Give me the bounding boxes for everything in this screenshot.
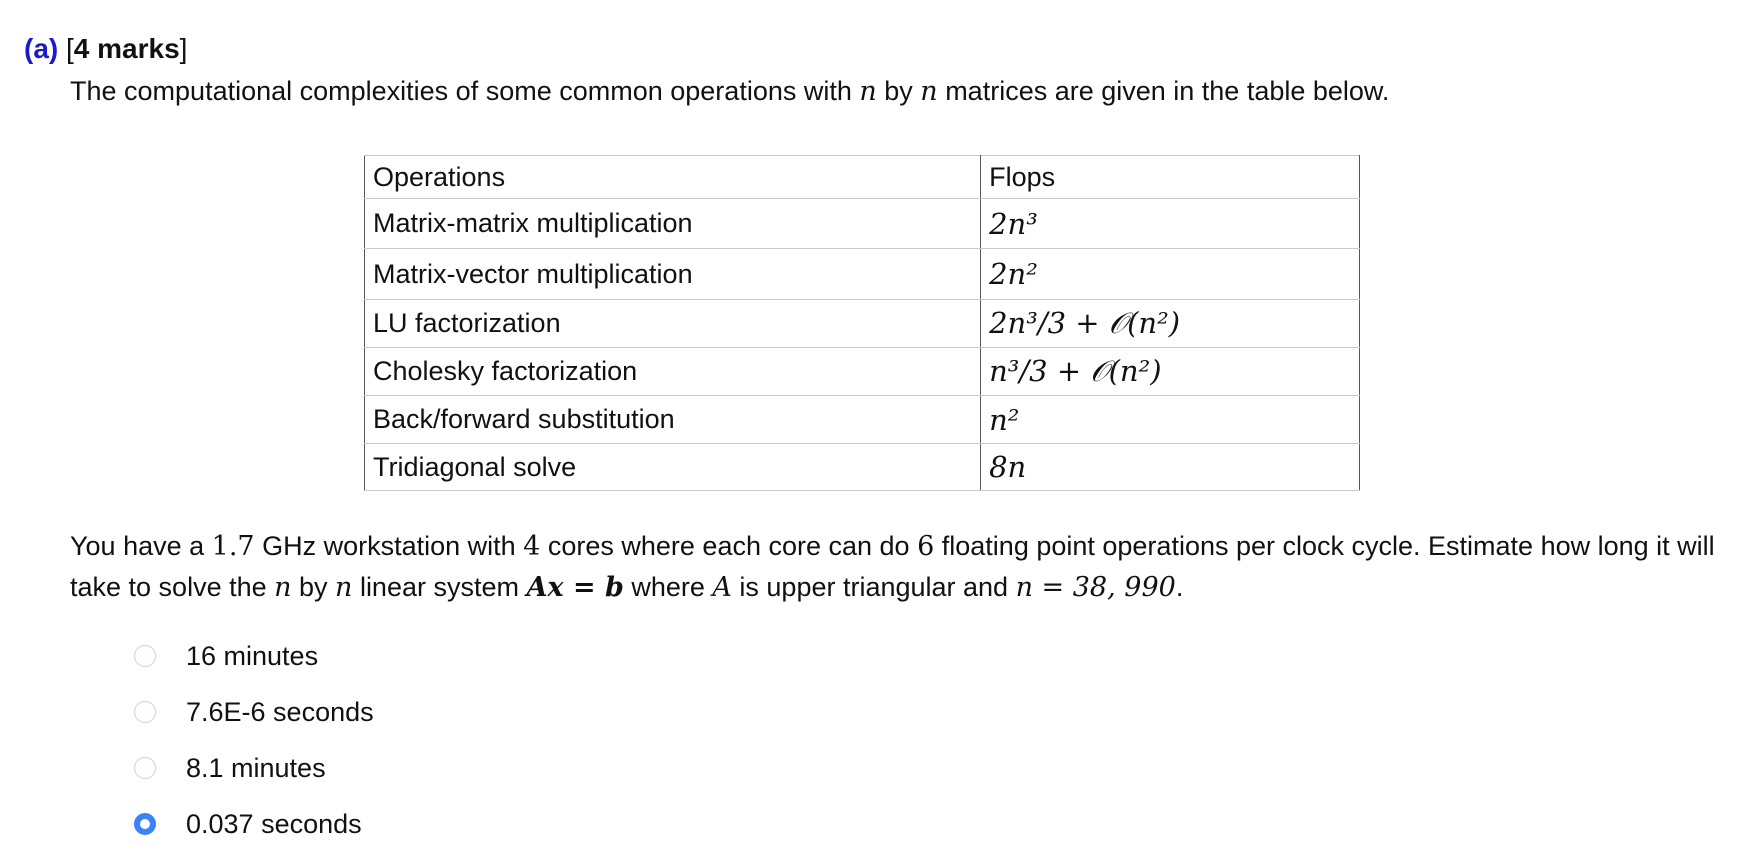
option-7-6e-6-seconds[interactable] bbox=[134, 684, 374, 740]
option-8-1-minutes[interactable] bbox=[134, 740, 374, 796]
flops-cell: n² bbox=[981, 396, 1360, 444]
problem-t6: linear system bbox=[352, 572, 527, 602]
intro-var-n1: n bbox=[859, 76, 877, 107]
problem-ghz: 1.7 bbox=[211, 531, 255, 562]
flops-cell: 2n³ bbox=[981, 199, 1360, 249]
option-label[interactable]: 0.037 seconds bbox=[186, 808, 362, 839]
problem-t5: by bbox=[291, 572, 336, 602]
option-label[interactable]: 8.1 minutes bbox=[186, 752, 326, 783]
complexity-table bbox=[364, 155, 1360, 491]
option-16-minutes[interactable] bbox=[134, 628, 374, 684]
marks-close-bracket: ] bbox=[179, 33, 188, 64]
question-label: (a) bbox=[24, 33, 59, 64]
table-row bbox=[365, 300, 1360, 348]
table-row bbox=[365, 249, 1360, 300]
option-label[interactable]: 16 minutes bbox=[186, 640, 319, 671]
intro-part3: matrices are given in the table below. bbox=[937, 76, 1390, 106]
intro-part2: by bbox=[876, 76, 921, 106]
problem-matrix-a: A bbox=[712, 572, 732, 603]
problem-n-value: n = 38, 990 bbox=[1015, 572, 1176, 603]
table-row bbox=[365, 348, 1360, 396]
radio-button[interactable] bbox=[134, 701, 156, 723]
table-row bbox=[365, 444, 1360, 491]
table-row bbox=[365, 199, 1360, 249]
header-flops: Flops bbox=[981, 156, 1360, 199]
operation-cell: Back/forward substitution bbox=[365, 396, 981, 444]
radio-button[interactable] bbox=[134, 645, 156, 667]
operation-cell: Tridiagonal solve bbox=[365, 444, 981, 491]
problem-t2: GHz workstation with bbox=[254, 531, 524, 561]
operation-cell: Cholesky factorization bbox=[365, 348, 981, 396]
problem-statement bbox=[70, 526, 1730, 608]
operation-cell: Matrix-matrix multiplication bbox=[365, 199, 981, 249]
problem-t3: cores where each core can do bbox=[540, 531, 918, 561]
intro-var-n2: n bbox=[920, 76, 938, 107]
problem-cores: 4 bbox=[523, 531, 541, 562]
operation-cell: LU factorization bbox=[365, 300, 981, 348]
flops-cell: n³/3 + 𝒪(n²) bbox=[981, 348, 1360, 396]
flops-cell: 2n² bbox=[981, 249, 1360, 300]
problem-equation: Ax = b bbox=[526, 572, 624, 603]
option-0-037-seconds[interactable] bbox=[134, 796, 374, 852]
radio-button-selected[interactable] bbox=[134, 813, 156, 835]
marks-text: 4 marks bbox=[73, 33, 180, 64]
flops-cell: 2n³/3 + 𝒪(n²) bbox=[981, 300, 1360, 348]
problem-t4: floating point operations per clock cycle. Estimate how long it will take to solve the bbox=[70, 531, 1715, 602]
problem-t8: is upper triangular and bbox=[731, 572, 1016, 602]
intro-part1: The computational complexities of some common operations with bbox=[70, 76, 860, 106]
answer-options bbox=[134, 628, 374, 852]
operation-cell: Matrix-vector multiplication bbox=[365, 249, 981, 300]
problem-n2: n bbox=[335, 572, 353, 603]
radio-button[interactable] bbox=[134, 757, 156, 779]
flops-cell: 8n bbox=[981, 444, 1360, 491]
header-operations: Operations bbox=[365, 156, 981, 199]
question-header bbox=[24, 32, 187, 66]
table-header-row bbox=[365, 156, 1360, 199]
problem-t9: . bbox=[1175, 572, 1184, 602]
problem-ops: 6 bbox=[917, 531, 935, 562]
marks-open-bracket: [ bbox=[66, 33, 74, 64]
table-row bbox=[365, 396, 1360, 444]
option-label[interactable]: 7.6E-6 seconds bbox=[186, 696, 374, 727]
problem-n1: n bbox=[274, 572, 292, 603]
problem-t1: You have a bbox=[70, 531, 212, 561]
question-marks bbox=[66, 33, 187, 64]
intro-text bbox=[70, 74, 1389, 109]
problem-t7: where bbox=[623, 572, 713, 602]
